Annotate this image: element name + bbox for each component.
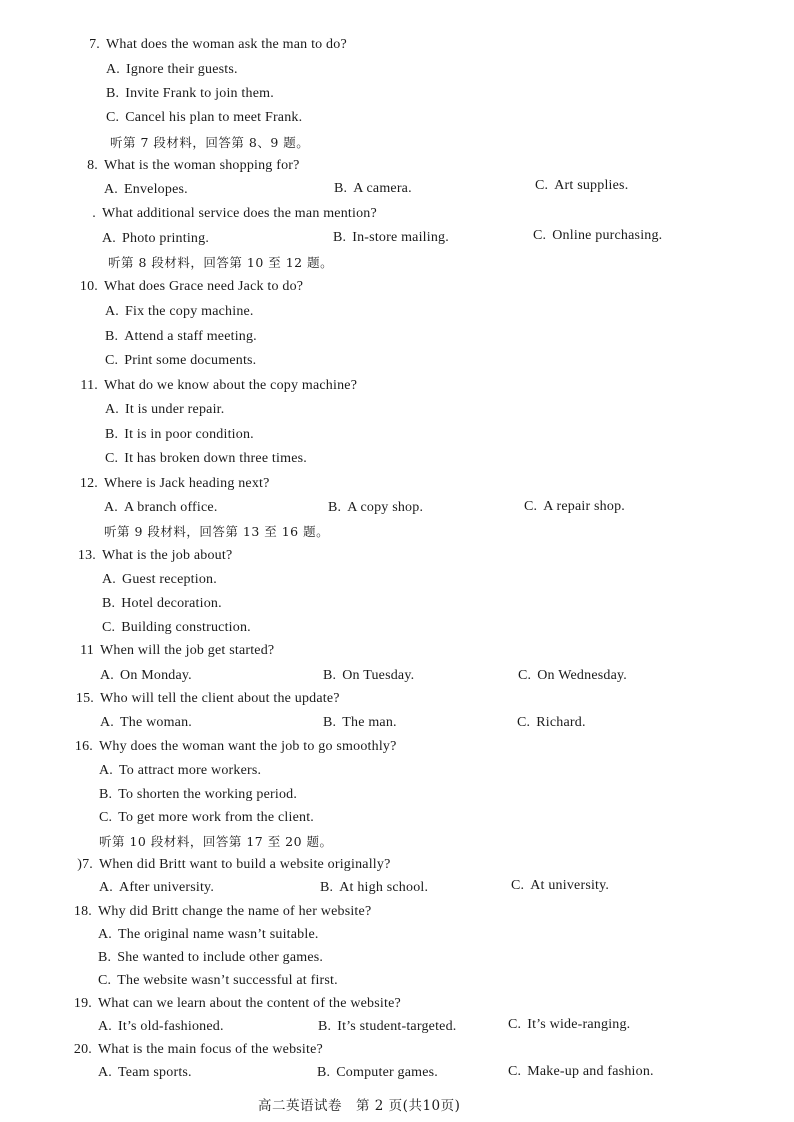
option-10c [105,351,256,371]
option-letter: B. [323,668,337,683]
option-7c [106,108,302,128]
option-letter: B. [317,1065,331,1080]
option-letter: B. [98,950,112,965]
option-20a [98,1063,192,1083]
question-number: . [92,206,96,221]
question-text: When did Britt want to build a website originally? [99,857,391,872]
option-text: It has broken down three times. [124,451,307,466]
option-14b [323,666,414,686]
option-text: It’s old-fashioned. [118,1019,224,1034]
option-12a [104,498,218,518]
option-8a [104,180,188,200]
option-text: A camera. [353,181,412,196]
option-letter: C. [105,353,119,368]
option-letter: A. [106,62,121,77]
question-16 [67,737,397,757]
question-number: 12. [79,476,98,491]
question-text: What is the job about? [102,548,233,563]
option-text: Photo printing. [122,231,210,246]
option-12c [524,497,625,517]
question-10 [72,277,303,297]
option-letter: B. [105,427,119,442]
question-number: 8. [87,158,98,173]
option-text: Team sports. [118,1065,192,1080]
option-19a [98,1017,224,1037]
question-number: 20. [73,1042,92,1057]
option-letter: A. [100,668,115,683]
option-text: Guest reception. [122,572,217,587]
question-8 [72,156,300,176]
option-20c [508,1062,654,1082]
question-number: 18. [73,904,92,919]
option-letter: C. [102,620,116,635]
question-number: 13. [77,548,96,563]
option-text: To attract more workers. [119,763,262,778]
option-letter: B. [105,329,119,344]
question-19 [66,994,401,1014]
question-text: Why did Britt change the name of her website? [98,904,372,919]
option-text: To shorten the working period. [118,787,298,802]
option-letter: A. [102,231,117,246]
option-letter: A. [100,715,115,730]
question-text: What additional service does the man mention? [102,206,377,221]
option-text: On Tuesday. [342,668,415,683]
question-12 [72,474,270,494]
option-15a [100,713,192,733]
page-footer: 高二英语试卷 第 2 页(共10页) [258,1098,461,1114]
option-letter: B. [323,715,337,730]
option-letter: A. [105,304,120,319]
option-text: Computer games. [336,1065,439,1080]
option-9c [533,226,662,246]
option-17c [511,876,609,896]
option-13b [102,594,222,614]
option-text: Invite Frank to join them. [125,86,274,101]
option-13c [102,618,251,638]
option-text: Art supplies. [554,178,629,193]
option-16b [99,785,297,805]
option-letter: A. [102,572,117,587]
question-15 [68,689,340,709]
option-text: A branch office. [124,500,218,515]
option-text: Building construction. [121,620,251,635]
section-note-7: 听第 7 段材料，回答第 8、9 题。 [110,135,310,150]
option-text: A copy shop. [347,500,424,515]
option-13a [102,570,217,590]
option-letter: C. [106,110,120,125]
option-letter: A. [98,927,113,942]
option-10b [105,327,257,347]
option-11b [105,425,254,445]
question-text: Who will tell the client about the update? [100,691,340,706]
question-number: 7. [89,37,100,52]
option-letter: A. [98,1065,113,1080]
option-letter: B. [102,596,116,611]
option-text: Fix the copy machine. [125,304,254,319]
option-16c [99,808,314,828]
option-text: Richard. [536,715,586,730]
option-19c [508,1015,630,1035]
option-letter: C. [533,228,547,243]
option-18a [98,925,319,945]
question-text: Why does the woman want the job to go smoothly? [99,739,397,754]
option-text: In-store mailing. [352,230,449,245]
question-number: 16. [74,739,93,754]
question-text: What is the woman shopping for? [104,158,300,173]
option-letter: A. [105,402,120,417]
question-7 [74,35,347,55]
option-9a [102,229,209,249]
option-text: Attend a staff meeting. [124,329,257,344]
option-10a [105,302,254,322]
option-text: It’s student-targeted. [337,1019,457,1034]
option-7a [106,60,238,80]
question-number: 19. [73,996,92,1011]
option-letter: A. [99,763,114,778]
option-text: At university. [530,878,610,893]
option-letter: B. [106,86,120,101]
option-8c [535,176,628,196]
question-text: What does the woman ask the man to do? [106,37,347,52]
question-text: What is the main focus of the website? [98,1042,323,1057]
option-text: The woman. [120,715,192,730]
option-12b [328,498,423,518]
option-7b [106,84,274,104]
section-note-8: 听第 8 段材料，回答第 10 至 12 题。 [108,255,334,270]
option-14a [100,666,192,686]
option-letter: C. [518,668,532,683]
option-text: Envelopes. [124,182,188,197]
option-letter: C. [524,499,538,514]
option-11a [105,400,224,420]
question-text: What can we learn about the content of the website? [98,996,401,1011]
option-text: Online purchasing. [552,228,663,243]
option-letter: C. [535,178,549,193]
question-number: 11 [80,643,94,658]
section-note-9: 听第 9 段材料，回答第 13 至 16 题。 [104,524,330,539]
option-11c [105,449,307,469]
option-letter: B. [334,181,348,196]
option-letter: A. [104,182,119,197]
section-note-10: 听第 10 段材料，回答第 17 至 20 题。 [99,834,333,849]
question-number: )7. [77,857,93,872]
question-number: 11. [80,378,98,393]
question-text: Where is Jack heading next? [104,476,270,491]
option-letter: B. [333,230,347,245]
option-17a [99,878,214,898]
question-18 [66,902,371,922]
option-text: On Wednesday. [537,668,627,683]
option-letter: C. [508,1017,522,1032]
option-letter: C. [508,1064,522,1079]
option-letter: C. [99,810,113,825]
option-18b [98,948,323,968]
option-text: Cancel his plan to meet Frank. [125,110,303,125]
question-13 [70,546,232,566]
option-letter: C. [98,973,112,988]
option-19b [318,1017,456,1037]
option-text: Hotel decoration. [121,596,222,611]
option-16a [99,761,261,781]
option-letter: C. [511,878,525,893]
question-number: 15. [75,691,94,706]
option-text: It’s wide-ranging. [527,1017,631,1032]
option-20b [317,1063,438,1083]
option-letter: B. [99,787,113,802]
option-15b [323,713,397,733]
option-letter: A. [104,500,119,515]
option-text: A repair shop. [543,499,625,514]
option-text: At high school. [339,880,429,895]
option-text: After university. [119,880,215,895]
question-text: When will the job get started? [100,643,275,658]
option-text: She wanted to include other games. [117,950,324,965]
option-text: It is under repair. [125,402,225,417]
option-14c [518,666,627,686]
option-text: On Monday. [120,668,192,683]
option-text: To get more work from the client. [118,810,314,825]
option-9b [333,228,449,248]
option-text: The website wasn’t successful at first. [117,973,338,988]
question-9 [70,204,377,224]
option-text: The original name wasn’t suitable. [118,927,319,942]
option-letter: C. [517,715,531,730]
question-text: What do we know about the copy machine? [104,378,358,393]
question-17 [67,855,391,875]
option-letter: B. [318,1019,332,1034]
option-letter: A. [99,880,114,895]
option-8b [334,179,412,199]
option-letter: A. [98,1019,113,1034]
option-text: The man. [342,715,397,730]
question-number: 10. [79,279,98,294]
option-text: It is in poor condition. [124,427,254,442]
option-letter: B. [320,880,334,895]
option-letter: C. [105,451,119,466]
question-14 [68,641,274,661]
option-18c [98,971,338,991]
option-15c [517,713,586,733]
option-text: Print some documents. [124,353,257,368]
question-11 [72,376,357,396]
question-text: What does Grace need Jack to do? [104,279,304,294]
option-17b [320,878,428,898]
option-letter: B. [328,500,342,515]
option-text: Make-up and fashion. [527,1064,654,1079]
option-text: Ignore their guests. [126,62,238,77]
question-20 [66,1040,323,1060]
